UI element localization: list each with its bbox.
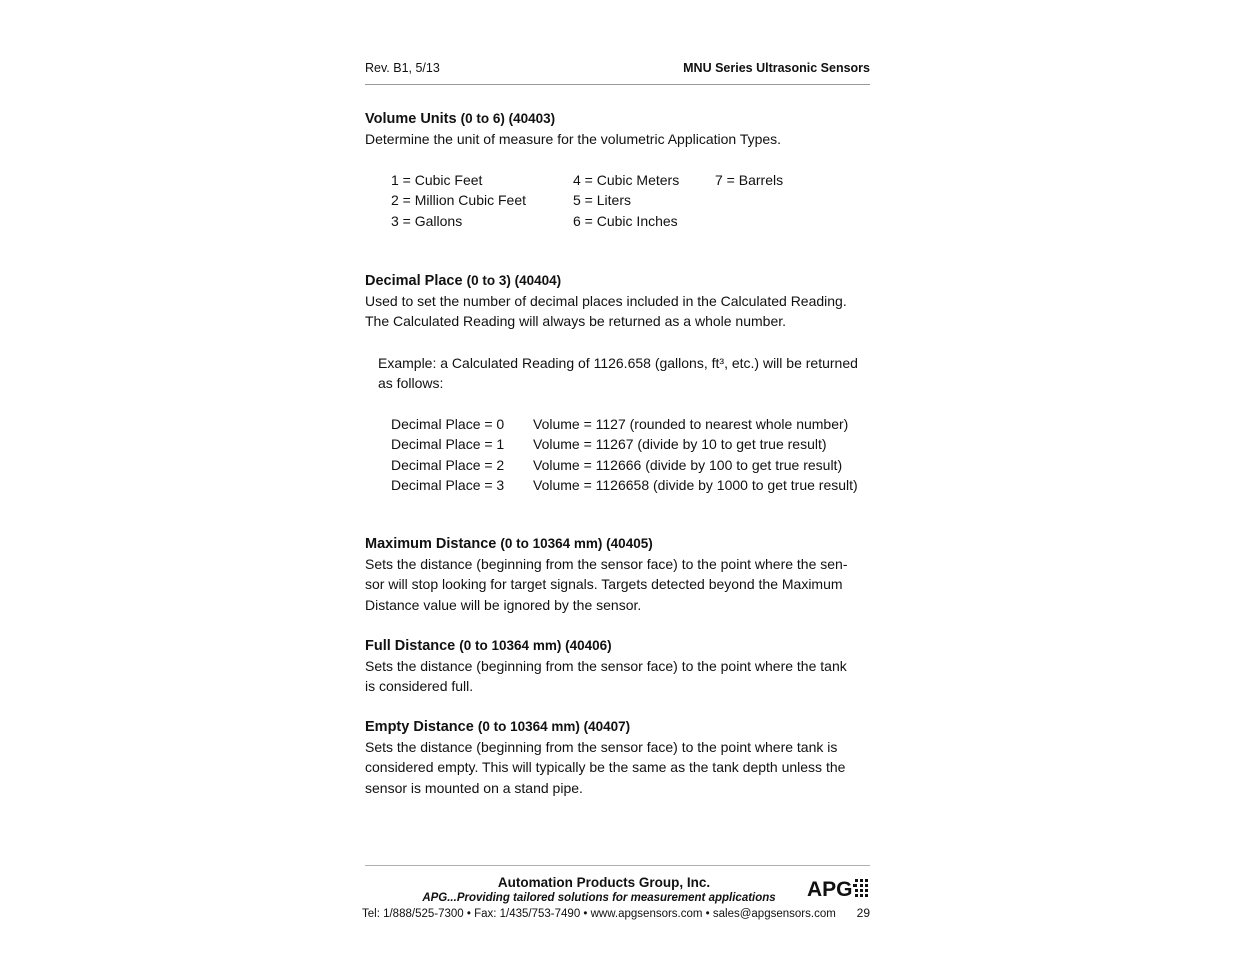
section-heading: [365, 534, 870, 554]
document-title: MNU Series Ultrasonic Sensors: [683, 61, 870, 75]
footer-divider: [365, 865, 870, 866]
table-cell: Volume = 11267 (divide by 10 to get true result): [533, 436, 827, 453]
option-item: 3 = Gallons: [391, 212, 463, 229]
table-cell: Decimal Place = 0: [391, 416, 505, 432]
section-maximum-distance: [365, 534, 870, 615]
section-heading: [365, 636, 870, 656]
section-heading: [365, 717, 870, 737]
option-item: 2 = Million Cubic Feet: [391, 192, 527, 209]
heading-range: (0 to 6) (40403): [460, 111, 556, 126]
section-volume-units: [365, 109, 870, 149]
page-number: 29: [856, 906, 870, 920]
section-heading: [365, 271, 870, 291]
table-cell: Volume = 1127 (rounded to nearest whole number): [533, 416, 849, 432]
header-divider: [365, 84, 870, 85]
heading-range: (0 to 10364 mm) (40406): [459, 638, 612, 653]
table-row: [391, 434, 871, 454]
body-line: Sets the distance (beginning from the sensor face) to the point where tank is: [365, 739, 838, 755]
company-tagline: APG...Providing tailored solutions for measurement applications: [422, 892, 776, 904]
decimal-place-table: [391, 414, 871, 495]
body-line: Distance value will be ignored by the sensor.: [365, 596, 642, 613]
apg-logo: [807, 876, 871, 900]
logo-text: APG: [807, 878, 853, 900]
option-item: 7 = Barrels: [715, 172, 784, 188]
option-item: 5 = Liters: [573, 192, 631, 209]
section-decimal-place: [365, 271, 870, 332]
table-cell: Decimal Place = 1: [391, 436, 505, 453]
option-row: [391, 190, 861, 210]
section-empty-distance: [365, 717, 870, 798]
heading-range: (0 to 10364 mm) (40405): [500, 536, 653, 551]
example-text: Example: a Calculated Reading of 1126.658 (gallons, ft³, etc.) will be returned: [378, 355, 858, 371]
section-description: Used to set the number of decimal places included in the Calculated Reading.: [365, 293, 847, 309]
example-text: as follows:: [378, 375, 444, 392]
section-full-distance: [365, 636, 870, 697]
option-row: [391, 170, 861, 190]
contact-info: Tel: 1/888/525-7300 • Fax: 1/435/753-7490 • www.apgsensors.com • sales@apgsensors.com: [362, 908, 836, 920]
heading-title: Full Distance: [365, 638, 456, 654]
table-row: [391, 455, 871, 475]
section-description: The Calculated Reading will always be returned as a whole number.: [365, 313, 787, 330]
heading-range: (0 to 10364 mm) (40407): [477, 719, 631, 734]
body-line: sensor is mounted on a stand pipe.: [365, 779, 583, 796]
heading-range: (0 to 3) (40404): [466, 273, 562, 288]
heading-title: Volume Units: [365, 111, 457, 127]
logo-grid-mark: [853, 879, 868, 897]
table-cell: Volume = 112666 (divide by 100 to get true result): [533, 456, 843, 473]
option-item: 4 = Cubic Meters: [573, 172, 680, 188]
table-cell: Decimal Place = 2: [391, 456, 505, 473]
decimal-example: [378, 353, 873, 394]
body-line: considered empty. This will typically be the same as the tank depth unless the: [365, 759, 846, 776]
body-line: Sets the distance (beginning from the sensor face) to the point where the tank: [365, 658, 847, 674]
option-item: 6 = Cubic Inches: [573, 212, 678, 229]
body-line: sor will stop looking for target signals. Targets detected beyond the Maximum: [365, 576, 843, 593]
table-row: [391, 414, 871, 434]
table-cell: Volume = 1126658 (divide by 1000 to get true result): [533, 476, 858, 493]
volume-units-options: [391, 170, 861, 231]
body-line: is considered full.: [365, 678, 474, 695]
body-line: Sets the distance (beginning from the sensor face) to the point where the sen-: [365, 556, 848, 572]
heading-title: Decimal Place: [365, 273, 463, 289]
table-cell: Decimal Place = 3: [391, 476, 505, 493]
option-item: 1 = Cubic Feet: [391, 172, 483, 188]
company-name: Automation Products Group, Inc.: [497, 875, 711, 890]
heading-title: Maximum Distance: [365, 536, 497, 552]
revision-label: Rev. B1, 5/13: [365, 61, 440, 75]
section-description: Determine the unit of measure for the volumetric Application Types.: [365, 131, 782, 147]
option-row: [391, 211, 861, 231]
heading-title: Empty Distance: [365, 719, 474, 735]
section-heading: [365, 109, 870, 129]
table-row: [391, 475, 871, 495]
